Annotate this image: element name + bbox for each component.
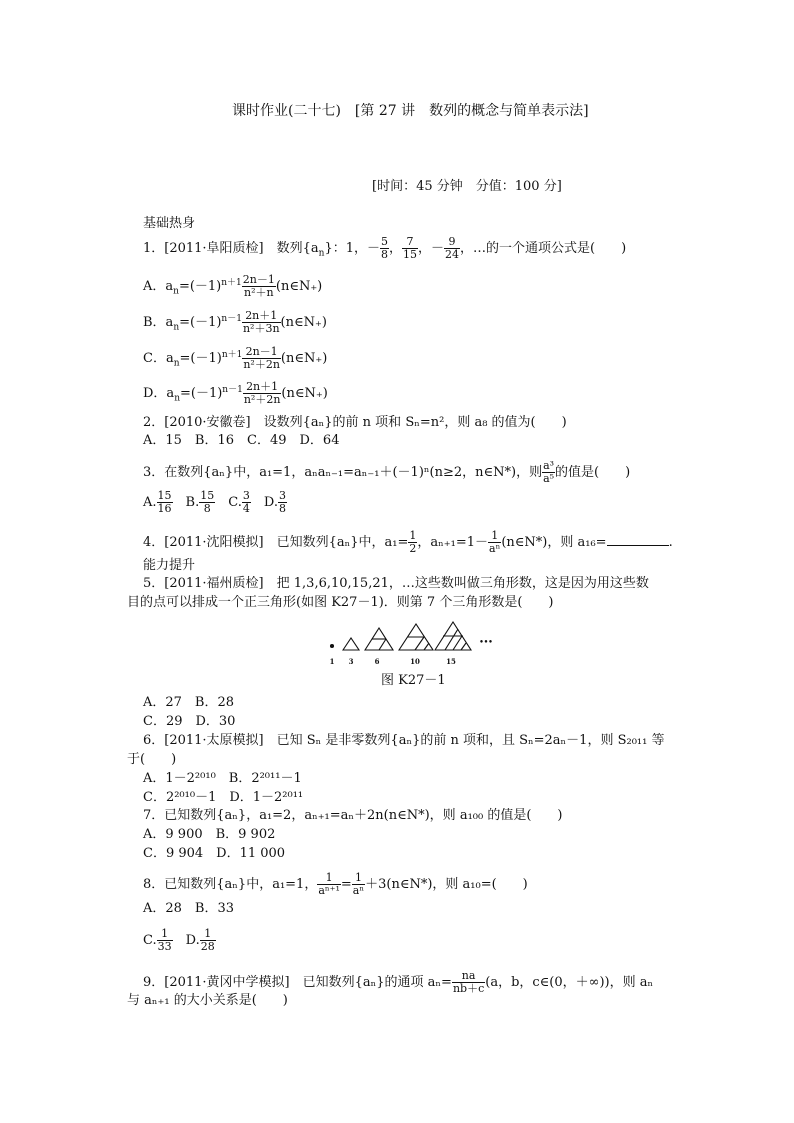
q1-option-b: B．$a_n=(-1)^{n-1}$ $\frac{2n+1}{\text{n²＋3n}}$ (n∈N₊): [143, 309, 327, 336]
question-3: 3．在数列{aₙ}中，a₁=1，aₙaₙ₋₁=aₙ₋₁＋(－1)ⁿ(n≥2，n∈N*)，则 $\frac{\text{a³}}{\text{a⁵}}$ 的值是( ): [143, 459, 631, 486]
q3-options: A. $\frac{15}{16}$ B. $\frac{15}{8}$ C. $\frac{3}{4}$ D. $\frac{3}{8}$: [143, 489, 286, 516]
figure-caption: 图 K27－1: [381, 673, 446, 688]
q6-options-1: A．1－2²⁰¹⁰ B．2²⁰¹¹－1: [143, 771, 302, 786]
q1-option-d: D．$a_n=(-1)^{n-1}$ $\frac{2n+1}{\text{n²＋2n}}$ (n∈N₊): [143, 380, 328, 407]
q1-option-a: A．$a_n=(-1)^{n+1}$ $\frac{2n-1}{\text{n²＋n}}$ (n∈N₊): [143, 273, 323, 300]
question-9-line1: 9．[2011·黄冈中学模拟] 已知数列{aₙ}的通项 aₙ= $\frac{na}{nb+c}$ (a，b，c∈(0，＋∞))，则 aₙ: [143, 969, 654, 996]
answer-blank: [607, 535, 669, 546]
fig-label-15: 15: [446, 657, 456, 666]
triangle-numbers-figure: [325, 618, 495, 668]
section-advanced: 能力提升: [143, 558, 196, 573]
fig-ellipsis: •••: [479, 637, 493, 646]
question-5-line2: 目的点可以排成一个正三角形(如图 K27－1)．则第 7 个三角形数是( ): [127, 595, 554, 610]
question-9-line2: 与 aₙ₊₁ 的大小关系是( ): [127, 993, 288, 1008]
question-4: 4．[2011·沈阳模拟] 已知数列{aₙ}中，a₁= $\frac{1}{2}$ ，aₙ₊₁=1－ $\frac{1}{\text{aⁿ}}$ (n∈N*)，则 a₁₆= .: [143, 529, 673, 556]
time-score-info: [时间：45 分钟 分值：100 分]: [372, 179, 562, 194]
triangle-3: [343, 638, 359, 650]
fig-label-3: 3: [348, 657, 354, 666]
q6-options-2: C．2²⁰¹⁰－1 D．1－2²⁰¹¹: [143, 790, 304, 805]
fig-label-1: 1: [329, 657, 335, 666]
q5-options-1: A．27 B．28: [143, 695, 235, 710]
q8-options-2: C. $\frac{1}{33}$ D. $\frac{1}{28}$: [143, 927, 215, 954]
q7-options-2: C．9 904 D．11 000: [143, 846, 286, 861]
question-7: 7．已知数列{aₙ}，a₁=2，aₙ₊₁=aₙ＋2n(n∈N*)，则 a₁₀₀ 的值是( ): [143, 808, 563, 823]
question-6-line1: 6．[2011·太原模拟] 已知 Sₙ 是非零数列{aₙ}的前 n 项和，且 Sₙ=2aₙ－1，则 S₂₀₁₁ 等: [143, 733, 665, 748]
question-8: 8．已知数列{aₙ}中，a₁=1， $\frac{1}{\text{aⁿ⁺¹}}$ = $\frac{1}{\text{aⁿ}}$ ＋3(n∈N*)，则 a₁₀=( ): [143, 871, 528, 898]
question-6-line2: 于( ): [127, 752, 177, 767]
q5-options-2: C．29 D．30: [143, 714, 236, 729]
question-2: 2．[2010·安徽卷] 设数列{aₙ}的前 n 项和 Sₙ=n²，则 a₈ 的值为( ): [143, 415, 567, 430]
question-5-line1: 5．[2011·福州质检] 把 1,3,6,10,15,21，…这些数叫做三角形数，这是因为用这些数: [143, 576, 649, 591]
fig-label-6: 6: [374, 657, 380, 666]
q2-options: A．15 B．16 C．49 D．64: [143, 433, 340, 448]
q7-options-1: A．9 900 B．9 902: [143, 827, 276, 842]
q1-option-c: C．$a_n=(-1)^{n+1}$ $\frac{2n-1}{\text{n²＋2n}}$ (n∈N₊): [143, 345, 328, 372]
q8-options-1: A．28 B．33: [143, 901, 235, 916]
page-title: 课时作业(二十七) [第 27 讲 数列的概念与简单表示法]: [232, 103, 589, 119]
dot-1: [331, 645, 334, 648]
section-basic: 基础热身: [143, 216, 196, 231]
fig-label-10: 10: [410, 657, 420, 666]
question-1: 1．[2011·阜阳质检] 数列$\{a_n\}$：1，－ $\frac{5}{8}$ ， $\frac{7}{15}$ ，－ $\frac{9}{24}$ ，…的一个通项公式是( ): [143, 235, 627, 262]
